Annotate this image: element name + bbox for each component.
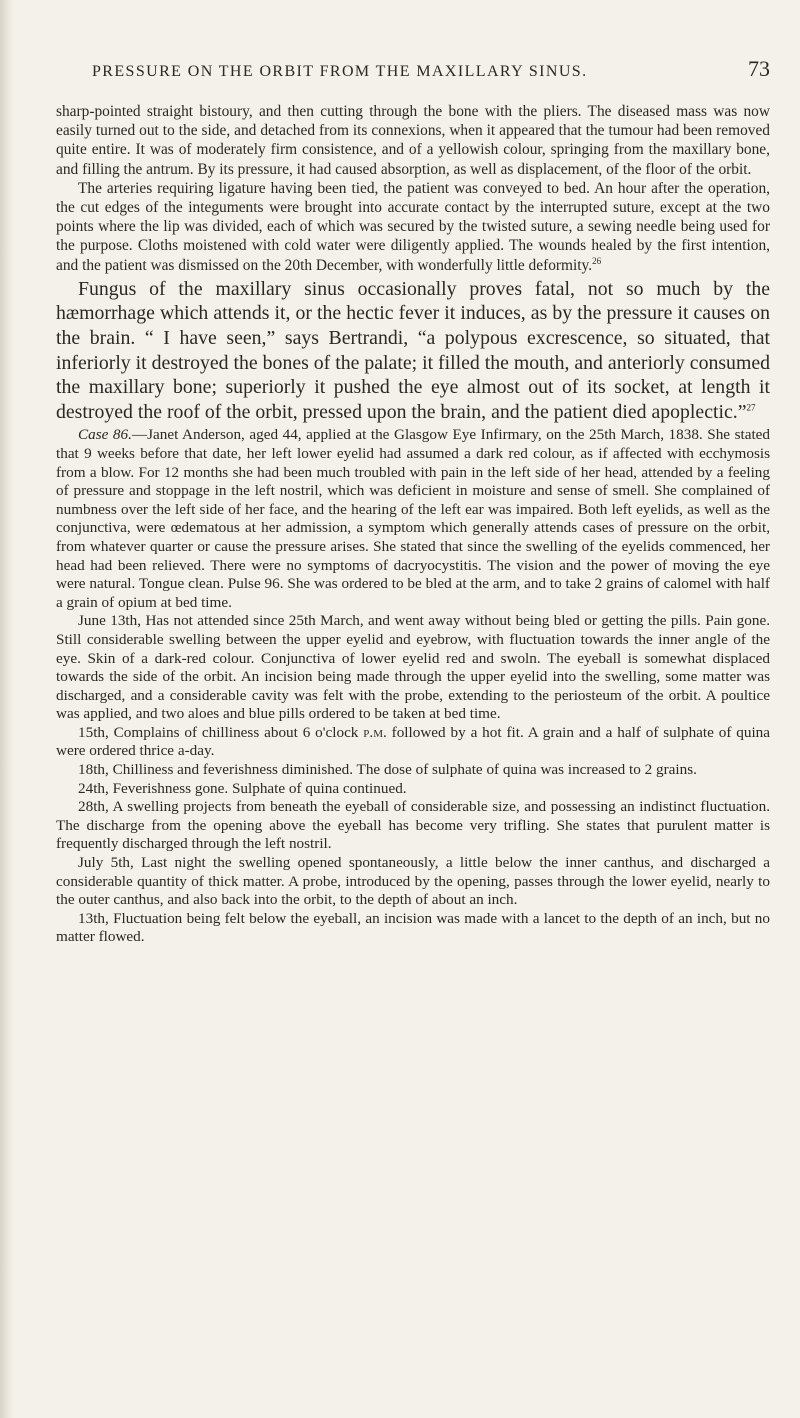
paragraph-june-13: June 13th, Has not attended since 25th March, and went away without being bled or getting the pills. Pain gone. Still considerable swelling between the upper eyelid and eyebrow, with fluctuation towards the inner angle of the eye. Skin of a dark-red colour. Conjunctiva of lower eyelid red and swoln. The eyeball is somewhat displaced towards the side of the orbit. An incision being made through the upper eyelid into the swelling, some matter was discharged, and a considerable cavity was felt with the probe, extending to the periosteum of the orbit. A poultice was applied, and two aloes and blue pills ordered to be taken at bed time.	[56, 612, 770, 723]
paragraph-fungus-bertrandi	[56, 277, 770, 425]
case-label: Case 86.	[78, 426, 132, 444]
paragraph-operation-end: sharp-pointed straight bistoury, and then cutting through the bone with the pliers. The diseased mass was now easily turned out to the side, and detached from its connexions, when it appeared that the tumour had been removed quite entire. It was of moderately firm consistence, and of a yellowish colour, springing from the maxillary bone, and filling the antrum. By its pressure, it had caused absorption, as well as displacement, of the floor of the orbit.	[56, 103, 770, 178]
page-gutter-shadow	[0, 0, 14, 1418]
paragraph-15th-text-b: followed by a hot fit. A grain and a half of sulphate of quina were ordered thrice a-day.	[56, 723, 770, 760]
page-header	[56, 56, 770, 86]
paragraph-aftercare	[56, 179, 770, 275]
page-body	[56, 102, 770, 947]
paragraph-july-5th: July 5th, Last night the swelling opened spontaneously, a little below the inner canthus, and discharged a considerable quantity of thick matter. A probe, introduced by the opening, passes through the lower eyelid, nearly to the outer canthus, and also back into the orbit, to the depth of about an inch.	[56, 854, 770, 909]
case-86-text: —Janet Anderson, aged 44, applied at the Glasgow Eye Infirmary, on the 25th March, 1838. She stated that 9 weeks before that date, her left lower eyelid had assumed a dark red colour, as if affected with ecchymosis from a blow. For 12 months she had been much troubled with pain in the left side of her head, attended by a feeling of pressure and stoppage in the left nostril, which was deficient in moisture and sense of smell. She complained of numbness over the left side of her face, and the hearing of the left ear was impaired. Both left eyelids, as well as the conjunctiva, were œdematous at her admission, a symptom which generally attends cases of pressure on the orbit, from whatever quarter or cause the pressure arises. She stated that since the swelling of the eyelids commenced, her head had been relieved. There were no symptoms of dacryocystitis. The vision and the power of moving the eye were natural. Tongue clean. Pulse 96. She was ordered to be bled at the arm, and to take 2 grains of calomel with half a grain of opium at bed time.	[56, 426, 771, 611]
paragraph-aftercare-text: The arteries requiring ligature having been tied, the patient was conveyed to bed. An hour after the operation, the cut edges of the integuments were brought into accurate contact by the interrupted suture, except at the two points where the lip was divided, each of which was secured by the twisted suture, a sewing needle being used for the purpose. Cloths moistened with cold water were diligently applied. The wounds healed by the first intention, and the patient was dismissed on the 20th December, with wonderfully little deformity.	[56, 179, 770, 274]
paragraph-28th: 28th, A swelling projects from beneath the eyeball of considerable size, and possessing an indistinct fluctuation. The discharge from the opening above the eyeball has become very trifling. She states that purulent matter is frequently discharged through the left nostril.	[56, 798, 770, 853]
paragraph-15th-text-a: 15th, Complains of chilliness about 6 o'clock	[78, 723, 364, 741]
running-head: PRESSURE ON THE ORBIT FROM THE MAXILLARY SINUS.	[92, 63, 588, 80]
book-page	[56, 56, 770, 947]
page-number: 73	[748, 56, 770, 81]
time-pm: p.m.	[363, 723, 387, 741]
footnote-ref-26: 26	[592, 255, 602, 266]
paragraph-15th	[56, 724, 770, 761]
paragraph-24th: 24th, Feverishness gone. Sulphate of quina continued.	[78, 779, 407, 797]
footnote-ref-27: 27	[746, 402, 756, 413]
paragraph-fungus-text: Fungus of the maxillary sinus occasionally proves fatal, not so much by the hæmorrhage which attends it, or the hectic fever it induces, as by the pressure it causes on the brain. “ I have seen,” says Bertrandi, “a polypous excrescence, so situated, that inferiorly it destroyed the bones of the palate; it filled the mouth, and anteriorly consumed the maxillary bone; superiorly it pushed the eye almost out of its socket, at length it destroyed the roof of the orbit, pressed upon the brain, and the patient died apoplectic.”	[56, 277, 770, 423]
paragraph-13th: 13th, Fluctuation being felt below the eyeball, an incision was made with a lancet to the depth of an inch, but no matter flowed.	[56, 909, 770, 946]
paragraph-case-86	[56, 426, 770, 612]
paragraph-18th: 18th, Chilliness and feverishness diminished. The dose of sulphate of quina was increased to 2 grains.	[78, 761, 697, 779]
